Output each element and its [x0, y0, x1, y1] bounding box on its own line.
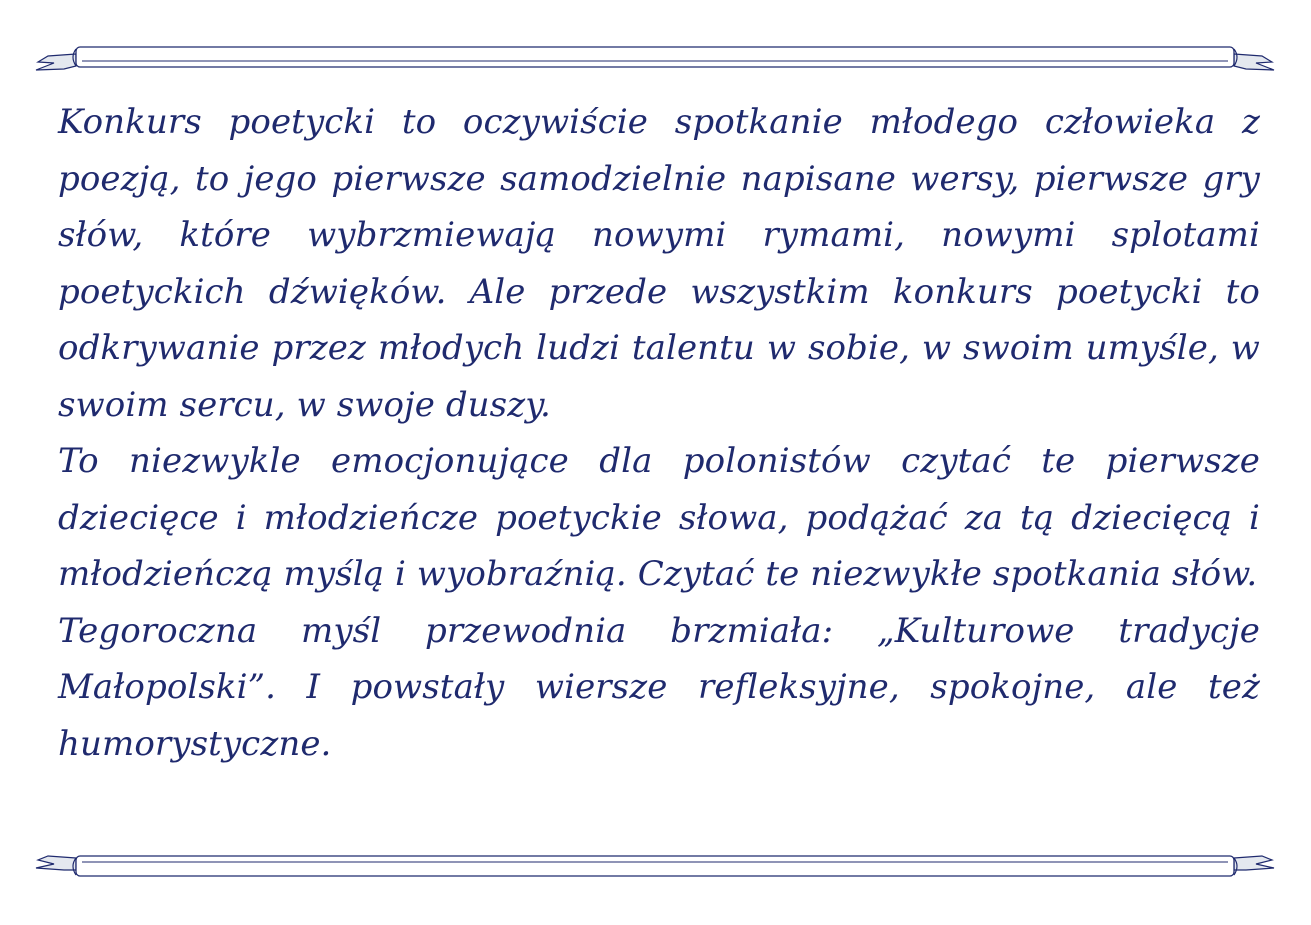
- bottom-ribbon-banner: [30, 848, 1280, 888]
- top-ribbon-banner: [30, 40, 1280, 80]
- paragraph-1: Konkurs poetycki to oczywiście spotkanie młodego człowieka z poezją, to jego pierwsze samodzielnie napisane wersy, pierwsze gry słów, które wybrzmiewają nowymi rymami, nowymi splotami poetyckich dźwięków. Ale przede wszystkim konkurs poetycki to odkrywanie przez młodych ludzi talentu w sobie, w swoim umyśle, w swoim sercu, w swoje duszy.: [58, 102, 1260, 425]
- paragraph-2: To niezwykle emocjonujące dla polonistów czytać te pierwsze dziecięce i młodzieńcze poetyckie słowa, podążać za tą dziecięcą i młodzieńczą myślą i wyobraźnią. Czytać te niezwykłe spotkania słów.: [58, 441, 1260, 594]
- paragraph-3: Tegoroczna myśl przewodnia brzmiała: „Kulturowe tradycje Małopolski”. I powstały wiersze refleksyjne, spokojne, ale też humorystyczne.: [58, 610, 1260, 764]
- document-text: [58, 94, 1260, 772]
